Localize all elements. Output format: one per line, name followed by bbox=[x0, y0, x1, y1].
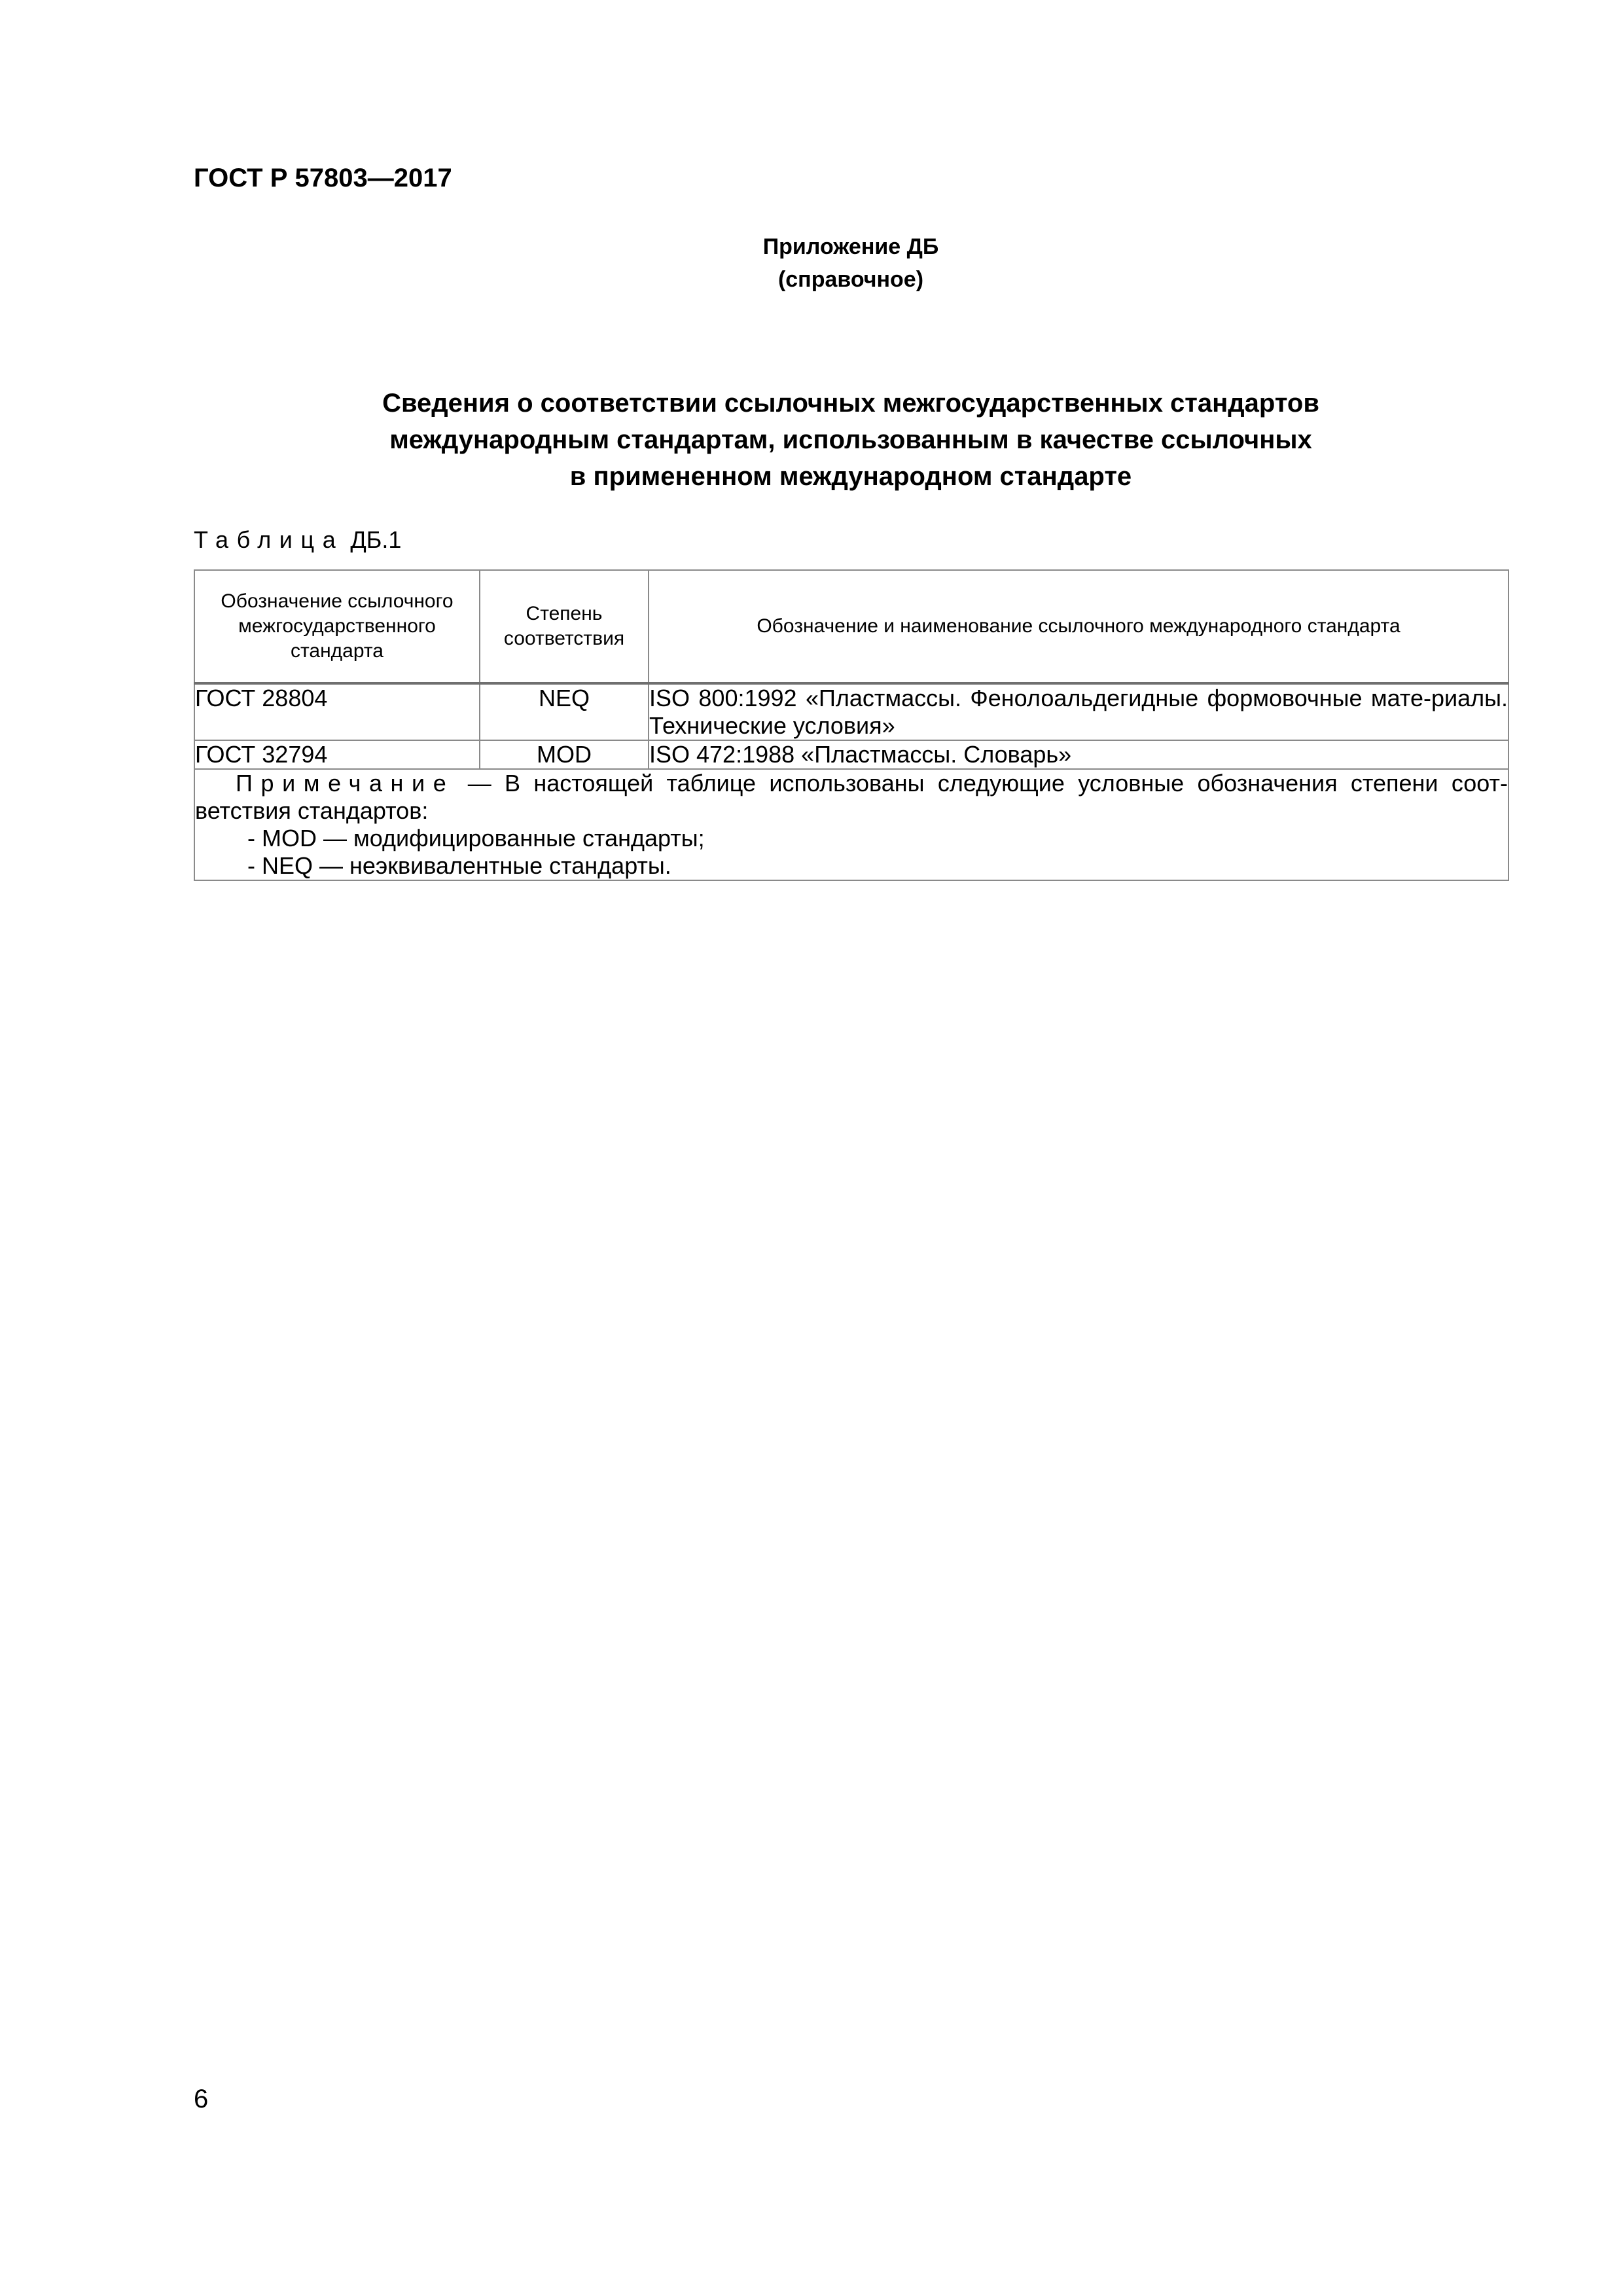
appendix-title-line-3: в примененном международном стандарте bbox=[569, 462, 1132, 491]
table-note bbox=[194, 769, 1508, 880]
table-caption bbox=[194, 524, 401, 556]
column-header-line: стандарта bbox=[291, 640, 383, 662]
table-row bbox=[194, 683, 1508, 740]
appendix-label: Приложение ДБ bbox=[762, 234, 939, 259]
appendix-kind: (справочное) bbox=[777, 267, 924, 292]
column-header-line: соответствия bbox=[503, 628, 625, 649]
cell-international-standard: ISO 472:1988 «Пластмассы. Словарь» bbox=[649, 740, 1508, 769]
cell-designation: ГОСТ 32794 bbox=[194, 740, 480, 769]
column-header-line: межгосударственного bbox=[238, 615, 436, 637]
table-caption-word: Таблица bbox=[194, 526, 344, 553]
column-header-line: Обозначение ссылочного bbox=[221, 590, 454, 612]
column-header-international-standard: Обозначение и наименование ссылочного международного стандарта bbox=[649, 570, 1508, 683]
note-label: Примечание bbox=[236, 770, 455, 797]
cell-degree: MOD bbox=[480, 740, 649, 769]
column-header-line: Степень bbox=[526, 603, 603, 624]
page-number: 6 bbox=[194, 2085, 209, 2113]
note-item-neq: - NEQ — неэквивалентные стандарты. bbox=[247, 852, 671, 879]
note-intro bbox=[195, 770, 1508, 825]
table-caption-number: ДБ.1 bbox=[350, 526, 402, 553]
document-code: ГОСТ Р 57803—2017 bbox=[194, 164, 452, 192]
table-header-row bbox=[194, 570, 1508, 683]
note-text: — В настоящей таблице использованы следующие условные обозначения степени соот-ветствия стандартов: bbox=[195, 770, 1508, 824]
note-item-mod: - MOD — модифицированные стандарты; bbox=[247, 825, 705, 852]
cell-degree: NEQ bbox=[480, 683, 649, 740]
reference-standards-table bbox=[194, 569, 1509, 881]
appendix-title-line-1: Сведения о соответствии ссылочных межгосударственных стандартов bbox=[382, 389, 1319, 418]
table-row bbox=[194, 740, 1508, 769]
cell-international-standard: ISO 800:1992 «Пластмассы. Фенолоальдегидные формовочные мате-риалы. Технические условия» bbox=[649, 685, 1508, 739]
column-header-interstate-designation bbox=[194, 570, 480, 683]
appendix-title-line-2: международным стандартам, использованным в качестве ссылочных bbox=[389, 425, 1312, 454]
cell-designation: ГОСТ 28804 bbox=[194, 683, 480, 740]
table-note-row bbox=[194, 769, 1508, 880]
column-header-degree bbox=[480, 570, 649, 683]
